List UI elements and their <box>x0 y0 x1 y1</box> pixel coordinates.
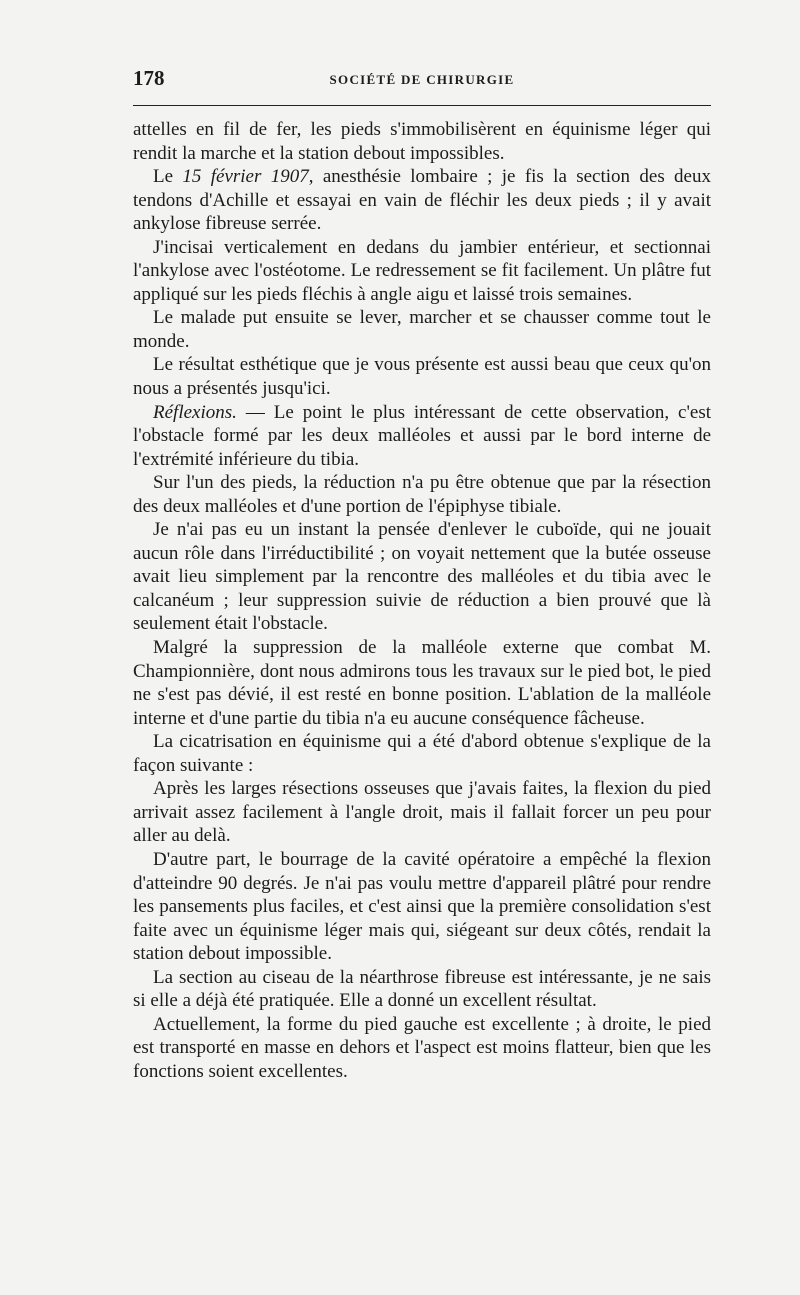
paragraph: Réflexions. — Le point le plus intéressant de cette observation, c'est l'obstacle formé par les deux malléoles et aussi par le bord interne de l'extrémité inférieure du tibia. <box>133 401 711 470</box>
paragraph: Sur l'un des pieds, la réduction n'a pu être obtenue que par la résection des deux malléoles et d'une portion de l'épiphyse tibiale. <box>133 472 711 517</box>
paragraph: Je n'ai pas eu un instant la pensée d'enlever le cuboïde, qui ne jouait aucun rôle dans l'irréductibilité ; on voyait nettement que la butée osseuse avait lieu simplement par la rencontre des malléoles et du tibia avec le calcanéum ; leur suppression suivie de réduction a bien prouvé que là seulement était l'obstacle. <box>133 519 711 635</box>
paragraph: Actuellement, la forme du pied gauche est excellente ; à droite, le pied est transporté en masse en dehors et l'aspect est moins flatteur, bien que les fonctions soient excellentes. <box>133 1013 711 1082</box>
paragraph: J'incisai verticalement en dedans du jambier entérieur, et sectionnai l'ankylose avec l'ostéotome. Le redressement se fit facilement. Un plâtre fut appliqué sur les pieds fléchis à angle aigu et laissé trois semaines. <box>133 236 711 305</box>
paragraph: Le 15 février 1907, anesthésie lombaire ; je fis la section des deux tendons d'Achille et essayai en vain de fléchir les deux pieds ; il y avait ankylose fibreuse serrée. <box>133 166 711 235</box>
paragraph: La cicatrisation en équinisme qui a été d'abord obtenue s'explique de la façon suivante : <box>133 731 711 776</box>
section-heading-emphasis: Réflexions. <box>153 401 237 423</box>
page-header <box>133 66 711 96</box>
paragraph: Le malade put ensuite se lever, marcher et se chausser comme tout le monde. <box>133 307 711 352</box>
paragraph: attelles en fil de fer, les pieds s'immobilisèrent en équinisme léger qui rendit la marche et la station debout impossibles. <box>133 119 711 164</box>
running-title: SOCIÉTÉ DE CHIRURGIE <box>329 72 515 87</box>
body-text <box>133 118 711 1083</box>
paragraph: Malgré la suppression de la malléole externe que combat M. Championnière, dont nous admirons tous les travaux sur le pied bot, le pied ne s'est pas dévié, il est resté en bonne position. L'ablation de la malléole interne et d'une partie du tibia n'a eu aucune conséquence fâcheuse. <box>133 637 711 729</box>
page-number: 178 <box>133 66 165 90</box>
paragraph: D'autre part, le bourrage de la cavité opératoire a empêché la flexion d'atteindre 90 degrés. Je n'ai pas voulu mettre d'appareil plâtré pour rendre les pansements plus faciles, et c'est ainsi que la première consolidation s'est faite avec un équinisme léger mais qui, siégeant sur deux côtés, rendait la station debout impossible. <box>133 848 711 965</box>
paragraph: Le résultat esthétique que je vous présente est aussi beau que ceux qu'on nous a présentés jusqu'ici. <box>133 354 711 400</box>
paragraph: La section au ciseau de la néarthrose fibreuse est intéressante, je ne sais si elle a déjà été pratiquée. Elle a donné un excellent résultat. <box>133 966 711 1012</box>
header-rule <box>133 105 711 106</box>
date-emphasis: 15 février 1907 <box>182 166 309 188</box>
paragraph: Après les larges résections osseuses que j'avais faites, la flexion du pied arrivait assez facilement à l'angle droit, mais il fallait forcer un peu pour aller au delà. <box>133 778 711 847</box>
